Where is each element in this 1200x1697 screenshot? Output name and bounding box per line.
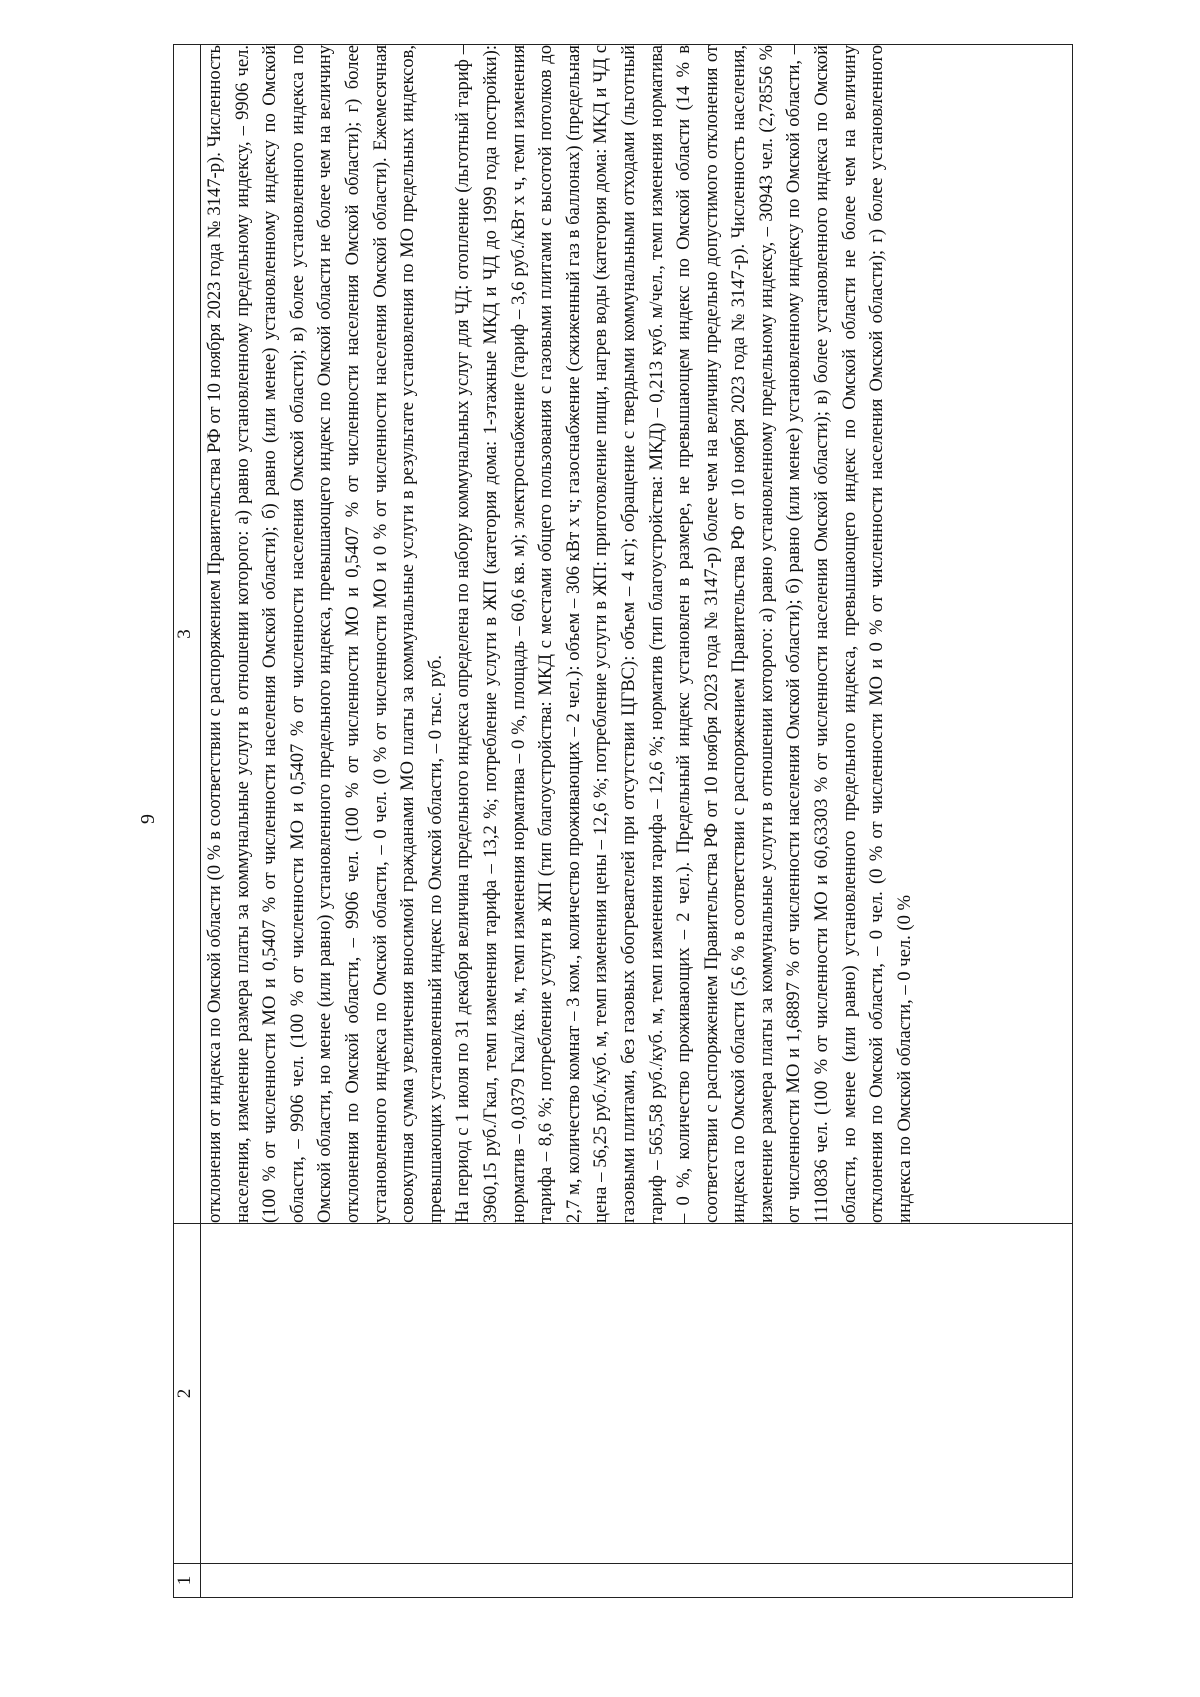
- header-col-3: 3: [174, 45, 201, 1224]
- table-row: [201, 45, 1073, 1598]
- cell-col-1: [201, 1564, 1073, 1598]
- page-number: 9: [137, 814, 159, 824]
- paragraph-2: На период с 1 июля по 31 декабря величина предельного индекса определена по набору коммунальных услуг для ЧД: отопление (льготный тариф – 3960,15 руб./Гкал, темп изменения тарифа – 13,2 %; потребление услуги в ЖП (категория дома: 1-этажные МКД и ЧД до 1999 года постройки): норматив – 0,0379 Гкал/кв. м, темп изменения норматива – 0 %, площадь – 60,6 кв. м); электроснабжение (тариф – 3,6 руб./кВт х ч, темп изменения тарифа – 8,6 %; потребление услуги в ЖП (тип благоустройства: МКД с местами общего пользования с газовыми плитами с высотой потолков до 2,7 м, количество комнат – 3 ком., количество проживающих – 2 чел.): объем – 306 кВт х ч; газоснабжение (сжиженный газ в баллонах) (предельная цена – 56,25 руб./куб. м, темп изменения цены – 12,6 %; потребление услуги в ЖП: приготовление пищи, нагрев воды (категория дома: МКД и ЧД с газовыми плитами, без газовых обогревателей при отсутствии ЦГВС): объем – 4 кг); обращение с твердыми коммунальными отходами (льготный тариф – 565,58 руб./куб. м, темп изменения тарифа – 12,6 %; норматив (тип благоустройства: МКД) – 0,213 куб. м/чел., темп изменения норматива – 0 %, количество проживающих – 2 чел.). Предельный индекс установлен в размере, не превышающем индекс по Омской области (14 % в соответствии с распоряжением Правительства РФ от 10 ноября 2023 года № 3147-р) более чем на величину предельно допустимого отклонения от индекса по Омской области (5,6 % в соответствии с распоряжением Правительства РФ от 10 ноября 2023 года № 3147-р). Численность населения, изменение размера платы за коммунальные услуги в отношении которого: а) равно установленному предельному индексу, – 30943 чел. (2,78556 % от численности МО и 1,68897 % от численности населения Омской области); б) равно (или менее) установленному индексу по Омской области, – 1110836 чел. (100 % от численности МО и 60,63303 % от численности населения Омской области); в) более установленного индекса по Омской области, но менее (или равно) установленного предельного индекса, превышающего индекс по Омской области не более чем на величину отклонения по Омской области, – 0 чел. (0 % от численности МО и 0 % от численности населения Омской области); г) более установленного индекса по Омской области, – 0 чел. (0 %: [452, 45, 915, 1223]
- cell-col-3: [201, 45, 1073, 1224]
- header-col-2: 2: [174, 1224, 201, 1564]
- rotated-table-wrapper: [173, 45, 1073, 1598]
- cell-col-2: [201, 1224, 1073, 1564]
- paragraph-1: отклонения от индекса по Омской области (0 % в соответствии с распоряжением Правительства РФ от 10 ноября 2023 года № 3147-р). Численность населения, изменение размера платы за коммунальные услуги в отношении которого: а) равно установленному предельному индексу, – 9906 чел. (100 % от численности МО и 0,5407 % от численности населения Омской области); б) равно (или менее) установленному индексу по Омской области, – 9906 чел. (100 % от численности МО и 0,5407 % от численности населения Омской области); в) более установленного индекса по Омской области, но менее (или равно) установленного предельного индекса, превышающего индекс по Омской области не более чем на величину отклонения по Омской области, – 9906 чел. (100 % от численности МО и 0,5407 % от численности населения Омской области); г) более установленного индекса по Омской области, – 0 чел. (0 % от численности МО и 0 % от численности населения Омской области). Ежемесячная совокупная сумма увеличения вносимой гражданами МО платы за коммунальные услуги в результате установления по МО предельных индексов, превышающих установленный индекс по Омской области, – 0 тыс. руб.: [204, 45, 446, 1223]
- document-table: [173, 44, 1073, 1598]
- table-header-row: [174, 45, 201, 1598]
- header-col-1: 1: [174, 1564, 201, 1598]
